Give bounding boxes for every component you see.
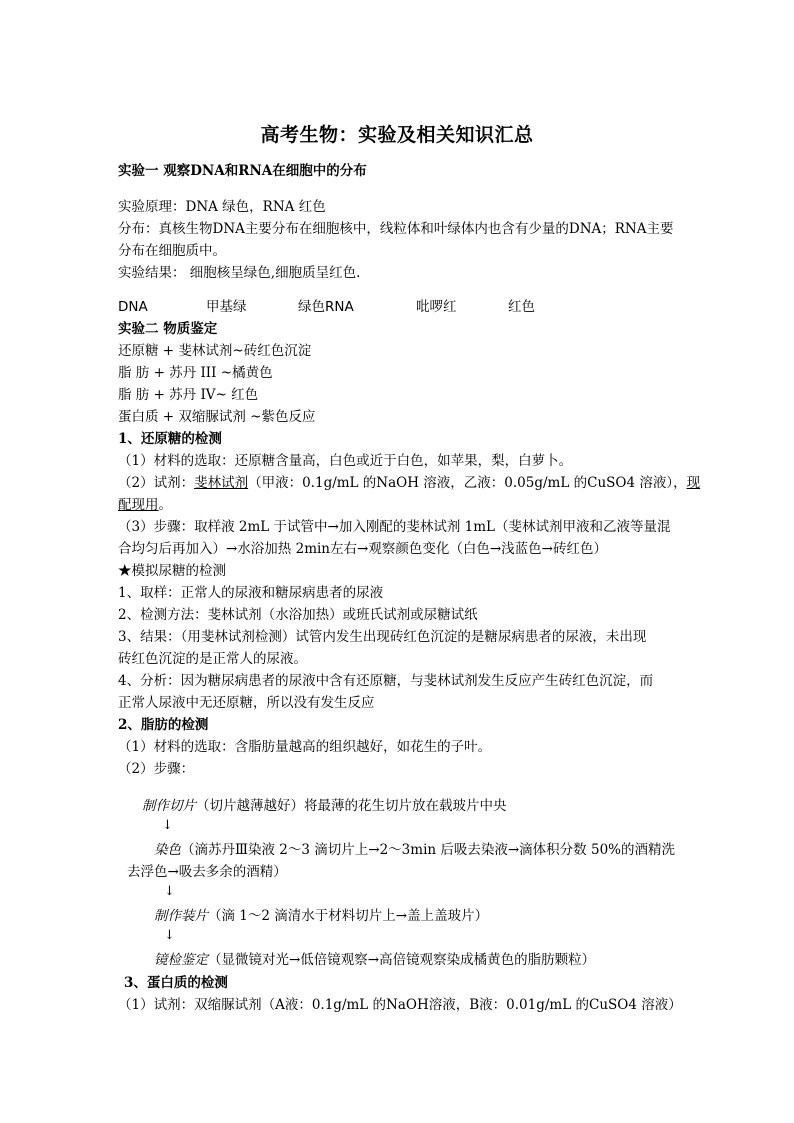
flow-step-observe-name: 镜检鉴定 <box>154 952 208 968</box>
flow-step-stain-name: 染色 <box>154 842 181 858</box>
reaction-line: 还原糖 + 斐林试剂~砖红色沉淀 <box>118 343 312 359</box>
sec2-material: （1）材料的选取：含脂肪量越高的组织越好，如花生的子叶。 <box>118 739 492 755</box>
flow-step-stain-line2: 去浮色→吸去多余的酒精） <box>127 864 287 880</box>
sec2-heading: 2、脂肪的检测 <box>118 717 209 733</box>
flow-step-observe <box>154 950 595 970</box>
stain-row <box>118 297 618 317</box>
stain-row-green-rna: 绿色RNA <box>298 299 354 315</box>
sec1-reagent-name: 斐林试剂 <box>194 475 249 491</box>
sec1-reagent-tail: 现 <box>686 475 701 491</box>
flow-step-cut-name: 制作切片 <box>142 798 196 814</box>
flow-step-stain-text: （滴苏丹Ⅲ染液 2～3 滴切片上→2～3min 后吸去染液→滴体积分数 50%的酒精洗 <box>181 842 675 858</box>
sec1-reagent-line2 <box>118 495 172 515</box>
reaction-line: 蛋白质 + 双缩脲试剂 ~紫色反应 <box>118 409 316 425</box>
exp1-heading: 实验一 观察DNA和RNA在细胞中的分布 <box>118 163 367 179</box>
sec1-steps-line2: 合均匀后再加入）→水浴加热 2min左右→观察颜色变化（白色→浅蓝色→砖红色） <box>118 541 607 557</box>
sec3-reagent: （1）试剂：双缩脲试剂（A液：0.1g/mL 的NaOH溶液，B液：0.01g/mL 的CuSO4 溶液） <box>118 997 682 1013</box>
sim-item: 4、分析：因为糖尿病患者的尿液中含有还原糖，与斐林试剂发生反应产生砖红色沉淀，而 <box>118 673 654 689</box>
stain-row-methyl-green: 甲基绿 <box>206 299 247 315</box>
stain-row-red: 红色 <box>508 299 535 315</box>
stain-row-dna: DNA <box>118 299 148 315</box>
sec1-reagent-prefix: （2）试剂： <box>118 475 195 491</box>
page-title: 高考生物：实验及相关知识汇总 <box>260 124 534 146</box>
sec1-material: （1）材料的选取：还原糖含量高，白色或近于白色，如苹果，梨，白萝卜。 <box>118 453 573 469</box>
down-arrow-icon: ↓ <box>164 928 175 943</box>
sim-item: 1、取样：正常人的尿液和糖尿病患者的尿液 <box>118 585 384 601</box>
sec1-reagent-rest: （甲液：0.1g/mL 的NaOH 溶液，乙液：0.05g/mL 的CuSO4 溶液）， <box>248 475 687 491</box>
sim-item: 2、检测方法：斐林试剂（水浴加热）或班氏试剂或尿糖试纸 <box>118 607 478 623</box>
sec1-reagent-end: 。 <box>158 497 172 513</box>
exp2-heading: 实验二 物质鉴定 <box>118 321 218 337</box>
flow-step-mount-text: （滴 1～2 滴清水于材料切片上→盖上盖玻片） <box>208 908 489 924</box>
sec2-steps-label: （2）步骤： <box>118 761 195 777</box>
reaction-line: 脂 肪 + 苏丹 III ~橘黄色 <box>118 365 273 381</box>
sim-heading: ★模拟尿糖的检测 <box>118 563 226 579</box>
sim-item: 正常人尿液中无还原糖，所以没有发生反应 <box>118 695 375 711</box>
sec1-reagent-fresh: 配现用 <box>118 497 159 513</box>
exp1-principle: 实验原理：DNA 绿色，RNA 红色 <box>118 199 326 215</box>
sec3-heading: 3、蛋白质的检测 <box>124 975 228 991</box>
reaction-line: 脂 肪 + 苏丹 IV~ 红色 <box>118 387 259 403</box>
exp1-distribution-line2: 分布在细胞质中。 <box>118 243 226 259</box>
flow-step-observe-text: （显微镜对光→低倍镜观察→高倍镜观察染成橘黄色的脂肪颗粒） <box>208 952 596 968</box>
sim-item: 3、结果：（用斐林试剂检测）试管内发生出现砖红色沉淀的是糖尿病患者的尿液，未出现 <box>118 629 647 645</box>
flow-step-stain <box>154 840 675 860</box>
sec1-heading: 1、还原糖的检测 <box>118 431 222 447</box>
exp1-result: 实验结果： 细胞核呈绿色,细胞质呈红色. <box>118 265 361 281</box>
down-arrow-icon: ↓ <box>162 818 173 833</box>
flow-step-mount-name: 制作装片 <box>154 908 208 924</box>
down-arrow-icon: ↓ <box>164 884 175 899</box>
sec1-steps-line1: （3）步骤：取样液 2mL 于试管中→加入刚配的斐林试剂 1mL（斐林试剂甲液和乙液等量混 <box>118 519 671 535</box>
flow-step-cut-text: （切片越薄越好）将最薄的花生切片放在载玻片中央 <box>196 798 507 814</box>
stain-row-pyronin: 吡啰红 <box>416 299 457 315</box>
sim-item: 砖红色沉淀的是正常人的尿液。 <box>118 651 307 667</box>
sec1-reagent <box>118 473 700 493</box>
flow-step-mount <box>154 906 488 926</box>
flow-step-cut <box>142 796 507 816</box>
exp1-distribution-line1: 分布：真核生物DNA主要分布在细胞核中，线粒体和叶绿体内也含有少量的DNA；RNA主要 <box>118 221 674 237</box>
